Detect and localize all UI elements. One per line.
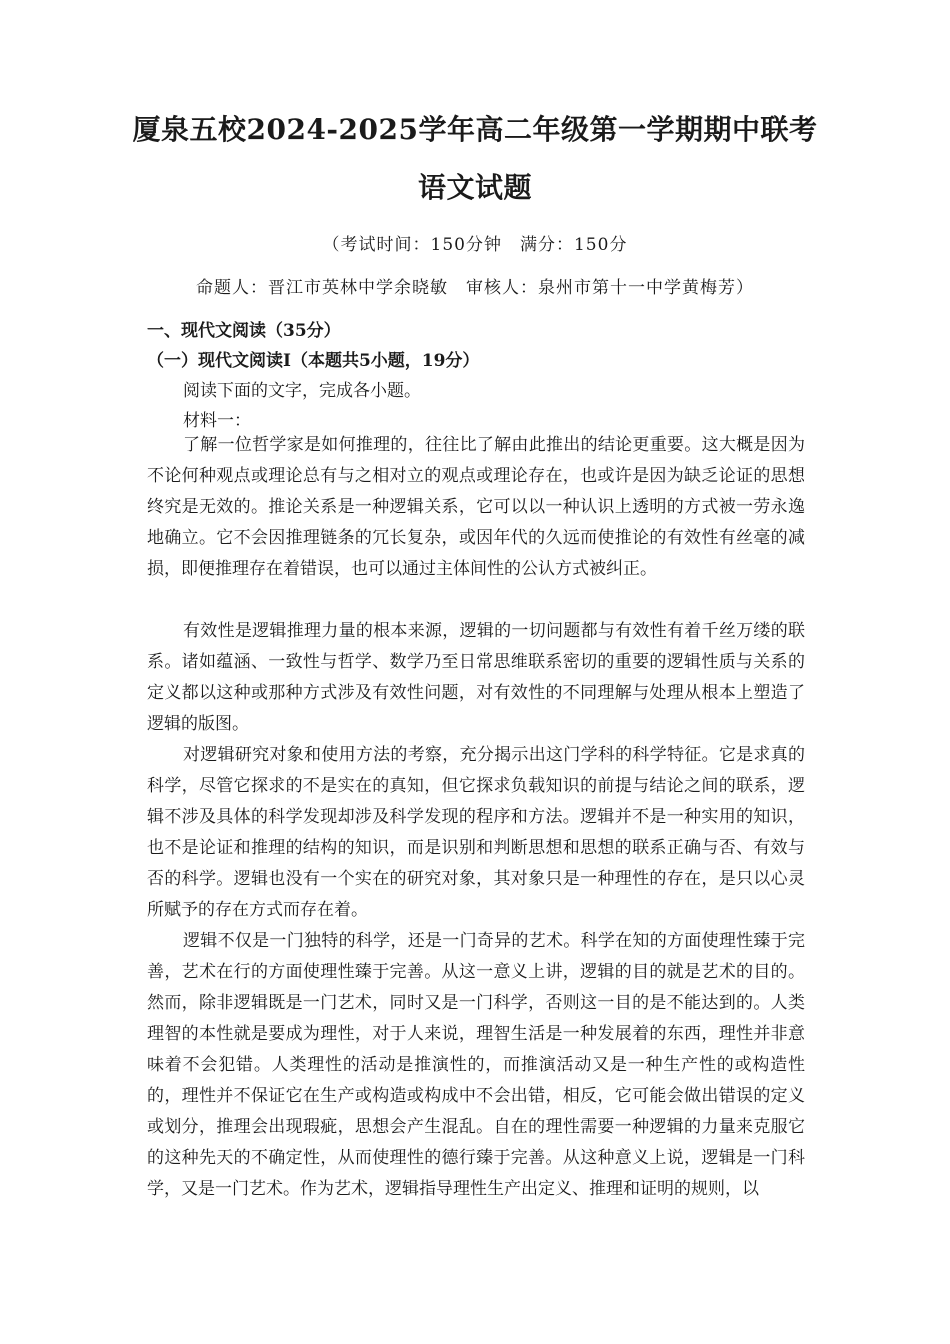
subsection-heading: （一）现代文阅读Ⅰ（本题共5小题，19分） (147, 351, 480, 371)
exam-title: 厦泉五校2024-2025学年高二年级第一学期期中联考 (132, 113, 818, 146)
paragraph-2: 有效性是逻辑推理力量的根本来源，逻辑的一切问题都与有效性有着千丝万缕的联系。诸如蕴涵、一致性与哲学、数学乃至日常思维联系密切的重要的逻辑性质与关系的定义都以这种或那种方式涉及有效性问题，对有效性的不同理解与处理从根本上塑造了逻辑的版图。 (147, 621, 805, 734)
exam-time-score: （考试时间：150分钟 满分：150分 (322, 235, 628, 255)
paragraph-1: 了解一位哲学家是如何推理的，往往比了解由此推出的结论更重要。这大概是因为不论何种观点或理论总有与之相对立的观点或理论存在，也或许是因为缺乏论证的思想终究是无效的。推论关系是一种逻辑关系，它可以以一种认识上透明的方式被一劳永逸地确立。它不会因推理链条的冗长复杂，或因年代的久远而使推论的有效性有丝毫的减损，即便推理存在着错误，也可以通过主体间性的公认方式被纠正。 (147, 435, 805, 579)
exam-subtitle: 语文试题 (417, 171, 532, 204)
exam-authors: 命题人：晋江市英林中学余晓敏 审核人：泉州市第十一中学黄梅芳） (196, 278, 754, 298)
paragraph-4: 逻辑不仅是一门独特的科学，还是一门奇异的艺术。科学在知的方面使理性臻于完善，艺术在行的方面使理性臻于完善。从这一意义上讲，逻辑的目的就是艺术的目的。然而，除非逻辑既是一门艺术，同时又是一门科学，否则这一目的是不能达到的。人类理智的本性就是要成为理性，对于人来说，理智生活是一种发展着的东西，理性并非意味着不会犯错。人类理性的活动是推演性的，而推演活动又是一种生产性的或构造性的，理性并不保证它在生产或构造或构成中不会出错，相反，它可能会做出错误的定义或划分，推理会出现瑕疵，思想会产生混乱。自在的理性需要一种逻辑的力量来克服它的这种先天的不确定性，从而使理性的德行臻于完善。从这种意义上说，逻辑是一门科学，又是一门艺术。作为艺术，逻辑指导理性生产出定义、推理和证明的规则，以 (147, 931, 805, 1199)
paragraph-3: 对逻辑研究对象和使用方法的考察，充分揭示出这门学科的科学特征。它是求真的科学，尽管它探求的不是实在的真知，但它探求负载知识的前提与结论之间的联系，逻辑不涉及具体的科学发现却涉及科学发现的程序和方法。逻辑并不是一种实用的知识，也不是论证和推理的结构的知识，而是识别和判断思想和思想的联系正确与否、有效与否的科学。逻辑也没有一个实在的研究对象，其对象只是一种理性的存在，是只以心灵所赋予的存在方式而存在着。 (147, 745, 805, 920)
section-heading: 一、现代文阅读（35分） (147, 321, 341, 341)
reading-instruction: 阅读下面的文字，完成各小题。 (183, 381, 421, 401)
material-label: 材料一： (183, 411, 251, 431)
